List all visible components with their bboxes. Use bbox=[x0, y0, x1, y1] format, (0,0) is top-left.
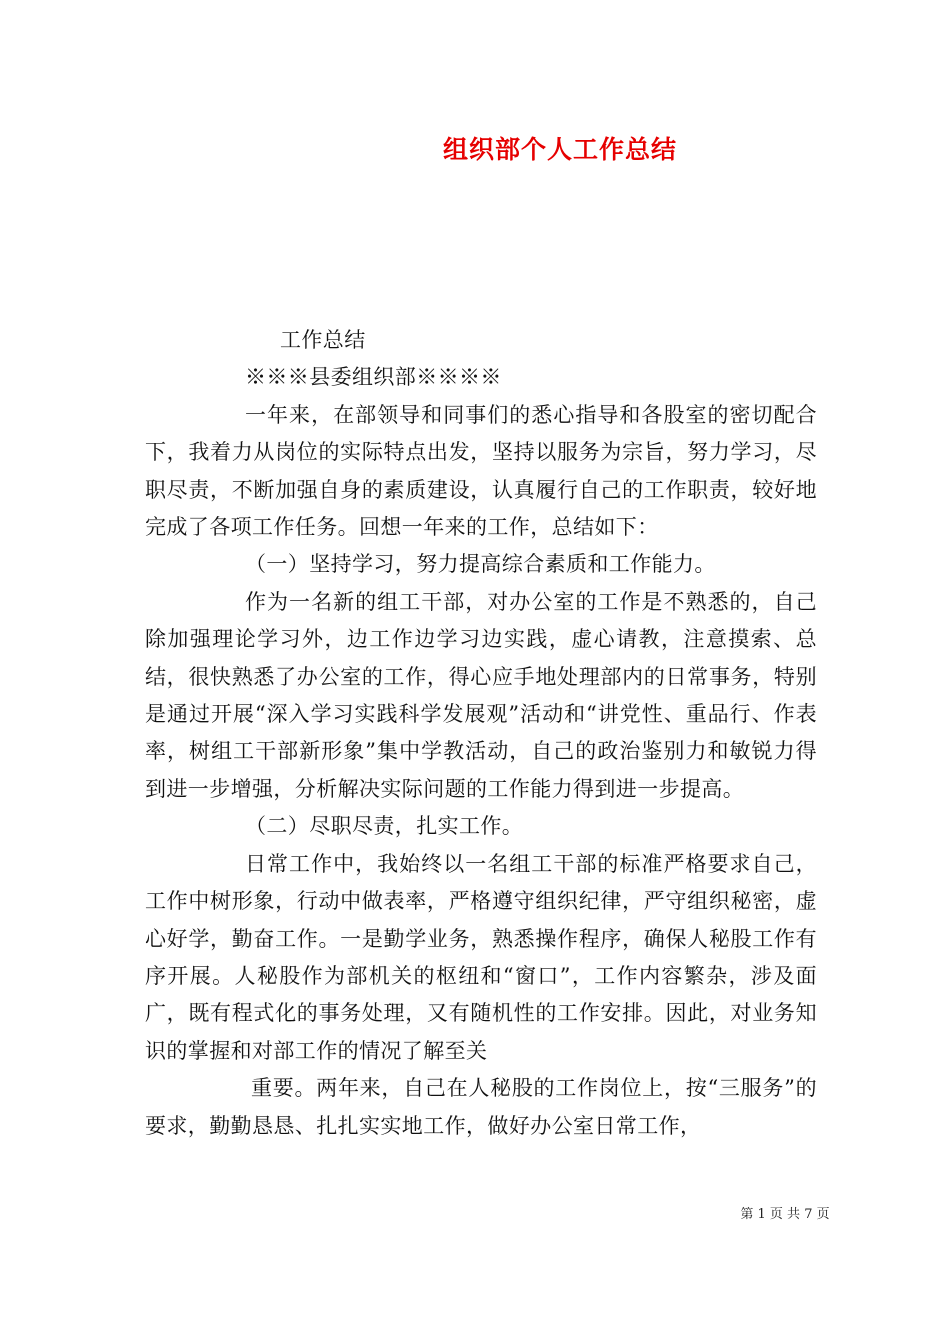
paragraph-study: 作为一名新的组工干部，对办公室的工作是不熟悉的，自己除加强理论学习外，边工作边学习边实践，虚心请教，注意摸索、总结，很快熟悉了办公室的工作，得心应手地处理部内的日常事务，特别是通过开展“深入学习实践科学发展观”活动和“讲党性、重品行、作表率，树组工干部新形象”集中学教活动，自己的政治鉴别力和敏锐力得到进一步增强，分析解决实际问题的工作能力得到进一步提高。 bbox=[145, 589, 817, 801]
paragraph-intro: 一年来，在部领导和同事们的悉心指导和各股室的密切配合下，我着力从岗位的实际特点出发，坚持以服务为宗旨，努力学习，尽职尽责，不断加强自身的素质建设，认真履行自己的工作职责，较好地完成了各项工作任务。回想一年来的工作，总结如下： bbox=[145, 402, 817, 540]
subheading-1: （一）坚持学习，努力提高综合素质和工作能力。 bbox=[245, 552, 716, 577]
organization-line: ※※※县委组织部※※※※ bbox=[245, 365, 502, 390]
document-title: 组织部个人工作总结 bbox=[442, 135, 677, 164]
section-heading: 工作总结 bbox=[280, 328, 366, 352]
page-number: 第 1 页 共 7 页 bbox=[740, 1207, 830, 1222]
subheading-2: （二）尽职尽责，扎实工作。 bbox=[245, 814, 524, 839]
paragraph-continuation: 重要。两年来，自己在人秘股的工作岗位上，按“三服务”的要求，勤勤恳恳、扎扎实实地工作，做好办公室日常工作， bbox=[145, 1076, 817, 1138]
document-body bbox=[145, 322, 817, 1145]
paragraph-daily-work: 日常工作中，我始终以一名组工干部的标准严格要求自己，工作中树形象，行动中做表率，严格遵守组织纪律，严守组织秘密，虚心好学，勤奋工作。一是勤学业务，熟悉操作程序，确保人秘股工作有序开展。人秘股作为部机关的枢纽和“窗口”，工作内容繁杂，涉及面广，既有程式化的事务处理，又有随机性的工作安排。因此，对业务知识的掌握和对部工作的情况了解至关 bbox=[145, 851, 817, 1063]
